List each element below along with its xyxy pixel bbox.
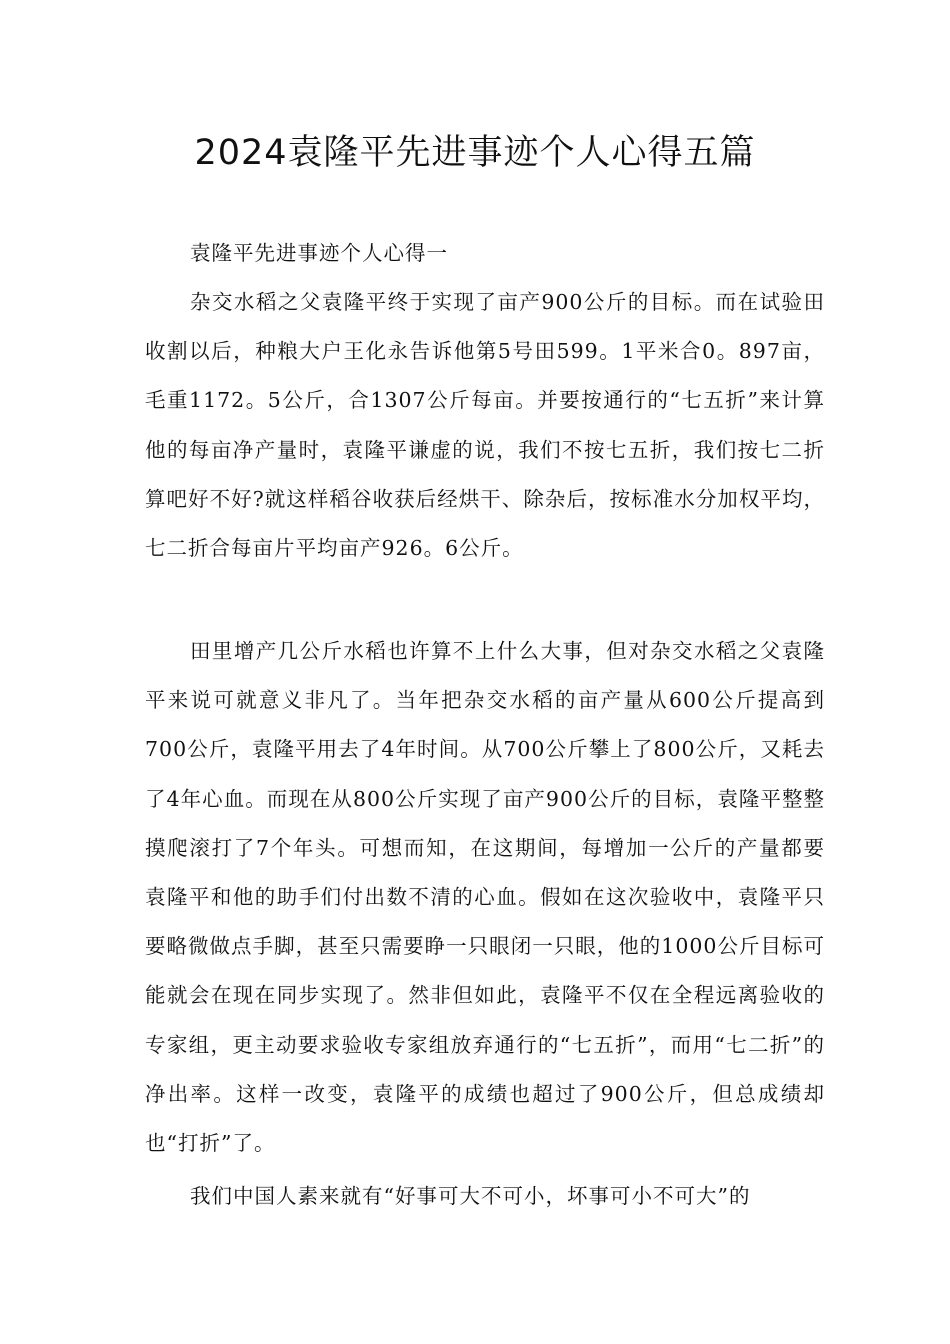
paragraph-1: 杂交水稻之父袁隆平终于实现了亩产900公斤的目标。而在试验田收割以后，种粮大户王化永告诉他第5号田599。1平米合0。897亩，毛重1172。5公斤，合1307公斤每亩。并要按通行的“七五折”来计算他的每亩净产量时，袁隆平谦虚的说，我们不按七五折，我们按七二折算吧好不好?就这样稻谷收获后经烘干、除杂后，按标准水分加权平均，七二折合每亩片平均亩产926。6公斤。 [145,290,825,561]
section-subtitle: 袁隆平先进事迹个人心得一 [190,241,448,265]
paragraph-2: 田里增产几公斤水稻也许算不上什么大事，但对杂交水稻之父袁隆平来说可就意义非凡了。当年把杂交水稻的亩产量从600公斤提高到700公斤，袁隆平用去了4年时间。从700公斤攀上了800公斤，又耗去了4年心血。而现在从800公斤实现了亩产900公斤的目标，袁隆平整整摸爬滚打了7个年头。可想而知，在这期间，每增加一公斤的产量都要袁隆平和他的助手们付出数不清的心血。假如在这次验收中，袁隆平只要略微做点手脚，甚至只需要睁一只眼闭一只眼，他的1000公斤目标可能就会在现在同步实现了。然非但如此，袁隆平不仅在全程远离验收的专家组，更主动要求验收专家组放弃通行的“七五折”，而用“七二折”的净出率。这样一改变，袁隆平的成绩也超过了900公斤，但总成绩却也“打折”了。 [145,639,825,1156]
document-title: 2024袁隆平先进事迹个人心得五篇 [194,133,756,173]
paragraph-3: 我们中国人素来就有“好事可大不可小，坏事可小不可大”的 [190,1184,751,1208]
